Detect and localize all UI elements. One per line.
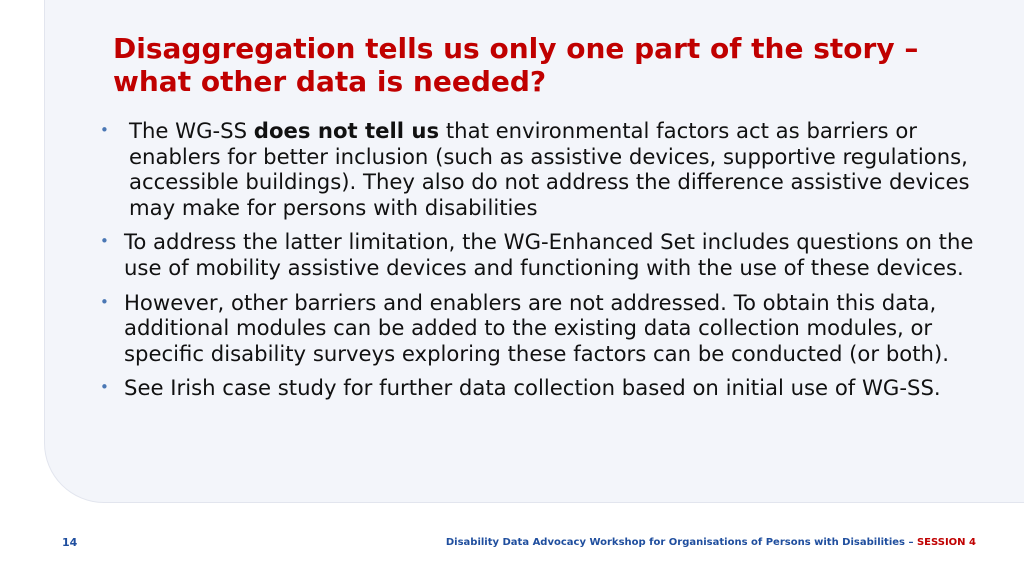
bullet-text: The WG-SS does not tell us that environmental factors act as barriers or enablers for better inclusion (such as assistive devices, supportive regulations, accessible buildings). They also do not address the difference assistive devices may make for persons with disabilities bbox=[129, 118, 970, 220]
bullet-item bbox=[100, 375, 980, 401]
page-number: 14 bbox=[62, 536, 78, 549]
slide-title: Disaggregation tells us only one part of the story – what other data is needed? bbox=[113, 32, 919, 98]
bullet-icon: • bbox=[100, 292, 109, 311]
session-label: SESSION 4 bbox=[916, 537, 976, 548]
bullet-text: However, other barriers and enablers are not addressed. To obtain this data, additional modules can be added to the existing data collection modules, or specific disability surveys exploring these factors can be conducted (or both). bbox=[124, 289, 949, 366]
bullet-item bbox=[100, 118, 980, 220]
bullet-icon: • bbox=[100, 378, 109, 397]
footer-text: Disability Data Advocacy Workshop for Organisations of Persons with Disabilities – SESSION 4 bbox=[445, 537, 976, 548]
bullet-item bbox=[100, 290, 980, 367]
bullet-item bbox=[100, 229, 980, 280]
bullet-emphasis: does not tell us bbox=[253, 118, 440, 143]
bullet-icon: • bbox=[100, 121, 109, 139]
bullet-text: To address the latter limitation, the WG-Enhanced Set includes questions on the use of mobility assistive devices and functioning with the use of these devices. bbox=[124, 229, 974, 280]
bullet-icon: • bbox=[100, 232, 109, 251]
bullet-list bbox=[100, 118, 980, 410]
bullet-text: See Irish case study for further data collection based on initial use of WG-SS. bbox=[124, 375, 941, 401]
